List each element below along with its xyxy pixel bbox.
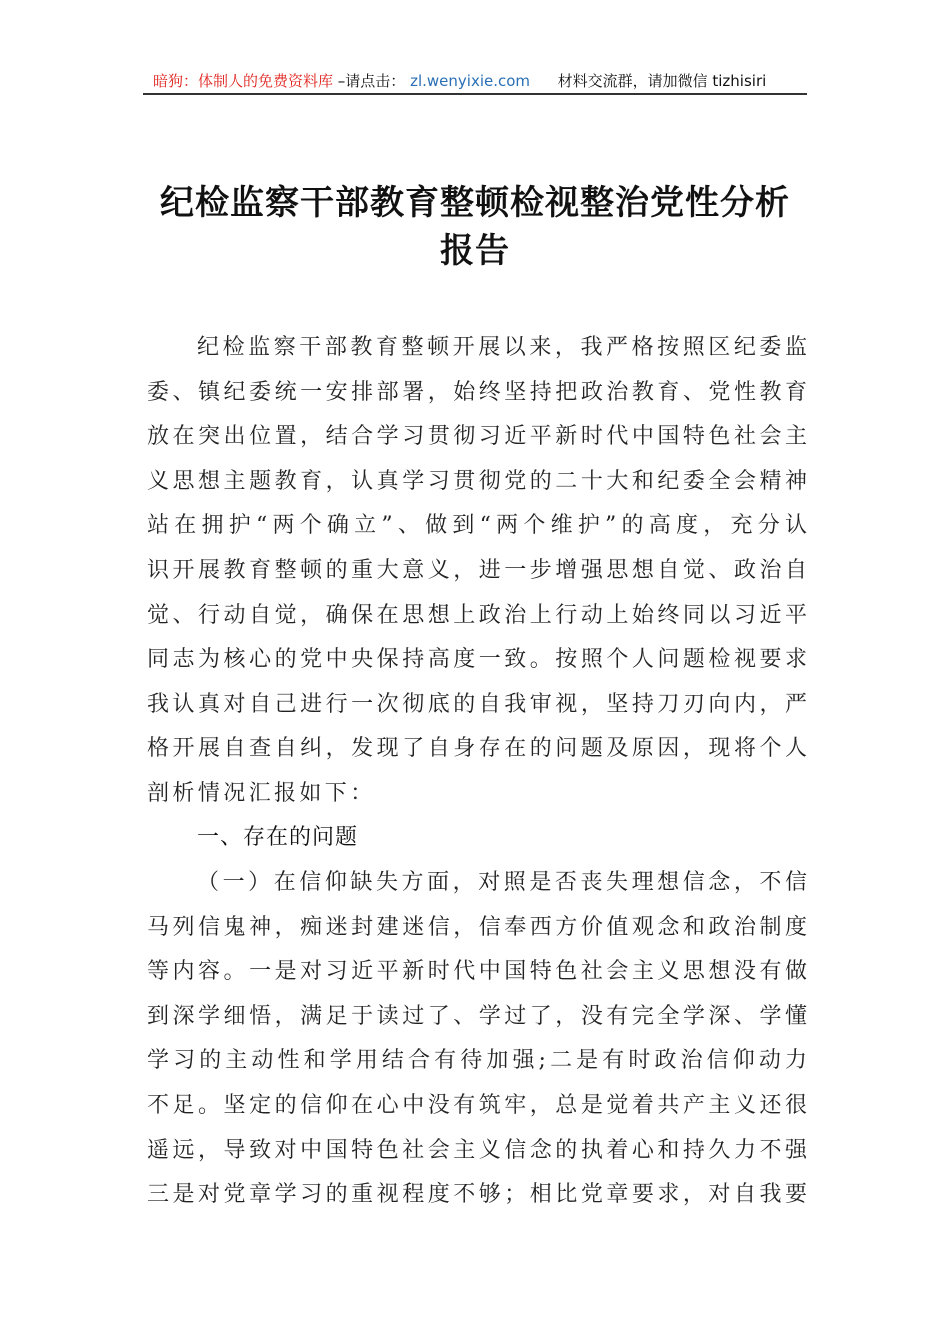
text-line: 剖析情况汇报如下： [147, 781, 376, 806]
text-line: 我认真对自己进行一次彻底的自我审视，坚持刀刃向内，严 [147, 691, 807, 717]
page-header-banner [147, 70, 807, 92]
text-line: 不足。坚定的信仰在心中没有筑牢，总是觉着共产主义还很 [147, 1093, 807, 1118]
text-line: 委、镇纪委统一安排部署，始终坚持把政治教育、党性教育 [147, 379, 807, 405]
text-line: 等内容。一是对习近平新时代中国特色社会主义思想没有做 [147, 959, 807, 985]
text-line: 觉、行动自觉，确保在思想上政治上行动上始终同以习近平 [147, 602, 807, 628]
header-link[interactable]: zl.wenyixie.com [410, 72, 531, 90]
text-line: 站在拥护“两个确立”、做到“两个维护”的高度，充分认 [147, 513, 807, 539]
document-title-line-1: 纪检监察干部教育整顿检视整治党性分析 [160, 183, 790, 223]
section-heading: 一、存在的问题 [197, 825, 359, 850]
text-line: 格开展自查自纠，发现了自身存在的问题及原因，现将个人 [147, 736, 807, 762]
text-line: 学习的主动性和学用结合有待加强;二是有时政治信仰动力 [147, 1048, 807, 1074]
text-line: 同志为核心的党中央保持高度一致。按照个人问题检视要求 [147, 647, 807, 673]
header-divider [143, 93, 807, 95]
text-line: 到深学细悟，满足于读过了、学过了，没有完全学深、学懂 [147, 1003, 807, 1029]
text-line: （一）在信仰缺失方面，对照是否丧失理想信念，不信 [197, 870, 807, 895]
text-line: 三是对党章学习的重视程度不够；相比党章要求，对自我要 [147, 1182, 807, 1208]
document-title-line-2: 报告 [440, 231, 510, 271]
text-line: 遥远，导致对中国特色社会主义信念的执着心和持久力不强 [147, 1137, 807, 1163]
header-group-info: 材料交流群，请加微信 tizhisiri [557, 72, 767, 90]
text-line: 识开展教育整顿的重大意义，进一步增强思想自觉、政治自 [147, 558, 807, 583]
text-line: 纪检监察干部教育整顿开展以来，我严格按照区纪委监 [197, 335, 807, 360]
text-line: 马列信鬼神，痴迷封建迷信，信奉西方价值观念和政治制度 [147, 914, 807, 940]
header-brand: 暗狗：体制人的免费资料库 [153, 72, 334, 90]
text-line: 放在突出位置，结合学习贯彻习近平新时代中国特色社会主 [147, 424, 807, 450]
text-line: 义思想主题教育，认真学习贯彻党的二十大和纪委全会精神 [147, 468, 807, 494]
header-prompt: –请点击： [337, 72, 406, 90]
